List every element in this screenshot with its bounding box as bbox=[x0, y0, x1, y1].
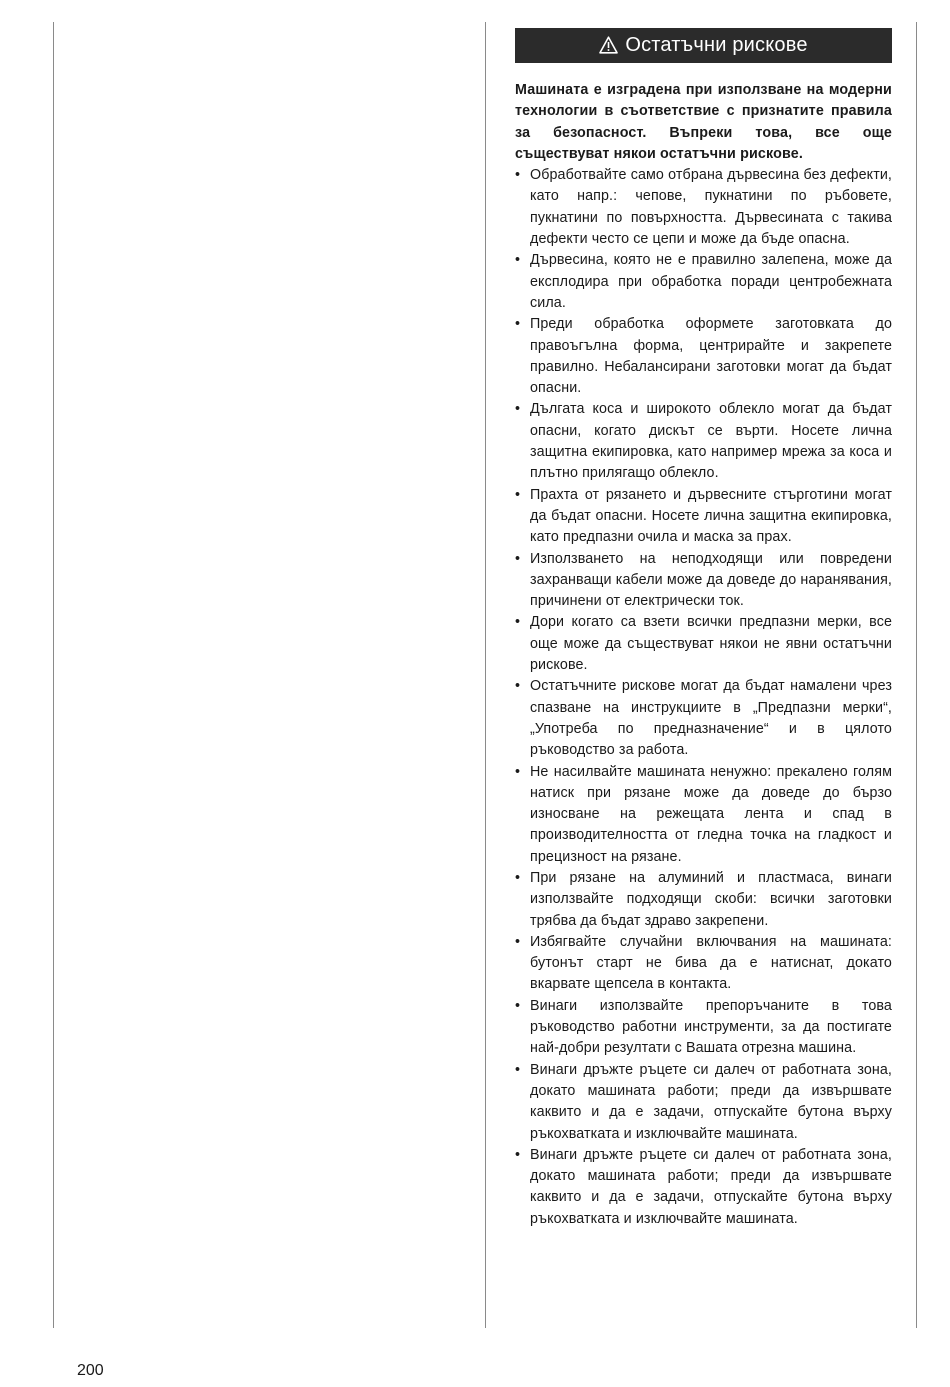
page-number: 200 bbox=[77, 1362, 104, 1379]
list-item-text: Избягвайте случайни включвания на машината: бутонът старт не бива да е натиснат, докато вкарвате щепсела в контакта. bbox=[530, 933, 892, 993]
list-item bbox=[515, 676, 892, 761]
bullet: • bbox=[515, 401, 521, 418]
bullet: • bbox=[515, 167, 521, 184]
warning-triangle-icon bbox=[599, 36, 618, 54]
intro-paragraph: Машината е изградена при използване на модерни технологии в съответствие с признатите правила за безопасност. Въпреки това, все още съществуват някои остатъчни рискове. bbox=[515, 82, 892, 162]
list-item-text: Не насилвайте машината ненужно: прекалено голям натиск при рязане може да доведе до бързо износване на режещата лента и спад в производителността от гледна точка на гладкост и прецизност на рязане. bbox=[530, 763, 892, 865]
list-item bbox=[515, 399, 892, 484]
list-item-text: Остатъчните рискове могат да бъдат намалени чрез спазване на инструкциите в „Предпазни мерки“, „Употреба по предназначение“ и в цялото ръководство за работа. bbox=[530, 678, 892, 759]
list-item-text: Дори когато са взети всички предпазни мерки, все още може да съществуват някои не явни остатъчни рискове. bbox=[530, 614, 892, 674]
list-item bbox=[515, 762, 892, 868]
bullet: • bbox=[515, 550, 521, 567]
list-item bbox=[515, 485, 892, 549]
list-item bbox=[515, 1145, 892, 1230]
risk-list bbox=[515, 165, 892, 1230]
list-item-text: Преди обработка оформете заготовката до правоъгълна форма, центрирайте и закрепете правилно. Небалансирани заготовки могат да бъдат опасни. bbox=[530, 316, 892, 397]
bullet: • bbox=[515, 316, 521, 333]
list-item bbox=[515, 549, 892, 613]
bullet: • bbox=[515, 252, 521, 269]
bullet: • bbox=[515, 1146, 521, 1163]
bullet: • bbox=[515, 678, 521, 695]
bullet: • bbox=[515, 763, 521, 780]
section-title: Остатъчни рискове bbox=[625, 34, 808, 56]
right-column-rule bbox=[916, 22, 917, 1328]
section-header bbox=[515, 28, 892, 63]
list-item bbox=[515, 165, 892, 250]
list-item bbox=[515, 868, 892, 932]
list-item bbox=[515, 996, 892, 1060]
bullet: • bbox=[515, 486, 521, 503]
list-item bbox=[515, 612, 892, 676]
list-item-text: Използването на неподходящи или повредени захранващи кабели може да доведе до наранявания, причинени от електрически ток. bbox=[530, 550, 892, 610]
list-item-text: Дървесина, която не е правилно залепена, може да експлодира при обработка поради центробежната сила. bbox=[530, 252, 892, 311]
list-item-text: Винаги дръжте ръцете си далеч от работната зона, докато машината работи; преди да извършвате каквито и да е задачи, отпускайте бутона върху ръкохватката и изключвайте машината. bbox=[530, 1061, 892, 1142]
left-column-rule bbox=[53, 22, 54, 1328]
middle-column-rule bbox=[485, 22, 486, 1328]
list-item-text: Обработвайте само отбрана дървесина без дефекти, като напр.: чепове, пукнатини по ръбовете, пукнатини по повърхността. Дървесината с такива дефекти често се цепи и може да бъде опасна. bbox=[530, 167, 892, 248]
bullet: • bbox=[515, 869, 521, 886]
list-item-text: Винаги използвайте препоръчаните в това ръководство работни инструменти, за да постигате най-добри резултати с Вашата отрезна машина. bbox=[530, 997, 892, 1057]
list-item-text: Дългата коса и широкото облекло могат да бъдат опасни, когато дискът се върти. Носете лична защитна екипировка, като например мрежа за коса и плътно прилягащо облекло. bbox=[530, 401, 892, 482]
bullet: • bbox=[515, 997, 521, 1014]
list-item-text: Прахта от рязането и дървесните стърготини могат да бъдат опасни. Носете лична защитна екипировка, като предпазни очила и маска за прах. bbox=[530, 486, 892, 546]
bullet: • bbox=[515, 933, 521, 950]
list-item-text: При рязане на алуминий и пластмаса, винаги използвайте подходящи скоби: всички заготовки трябва да бъдат здраво закрепени. bbox=[530, 869, 892, 929]
list-item bbox=[515, 1060, 892, 1145]
right-text-column bbox=[515, 28, 892, 1230]
list-item-text: Винаги дръжте ръцете си далеч от работната зона, докато машината работи; преди да извършвате каквито и да е задачи, отпускайте бутона върху ръкохватката и изключвайте машината. bbox=[530, 1146, 892, 1227]
list-item bbox=[515, 250, 892, 314]
bullet: • bbox=[515, 614, 521, 631]
list-item bbox=[515, 932, 892, 996]
list-item bbox=[515, 314, 892, 399]
bullet: • bbox=[515, 1061, 521, 1078]
